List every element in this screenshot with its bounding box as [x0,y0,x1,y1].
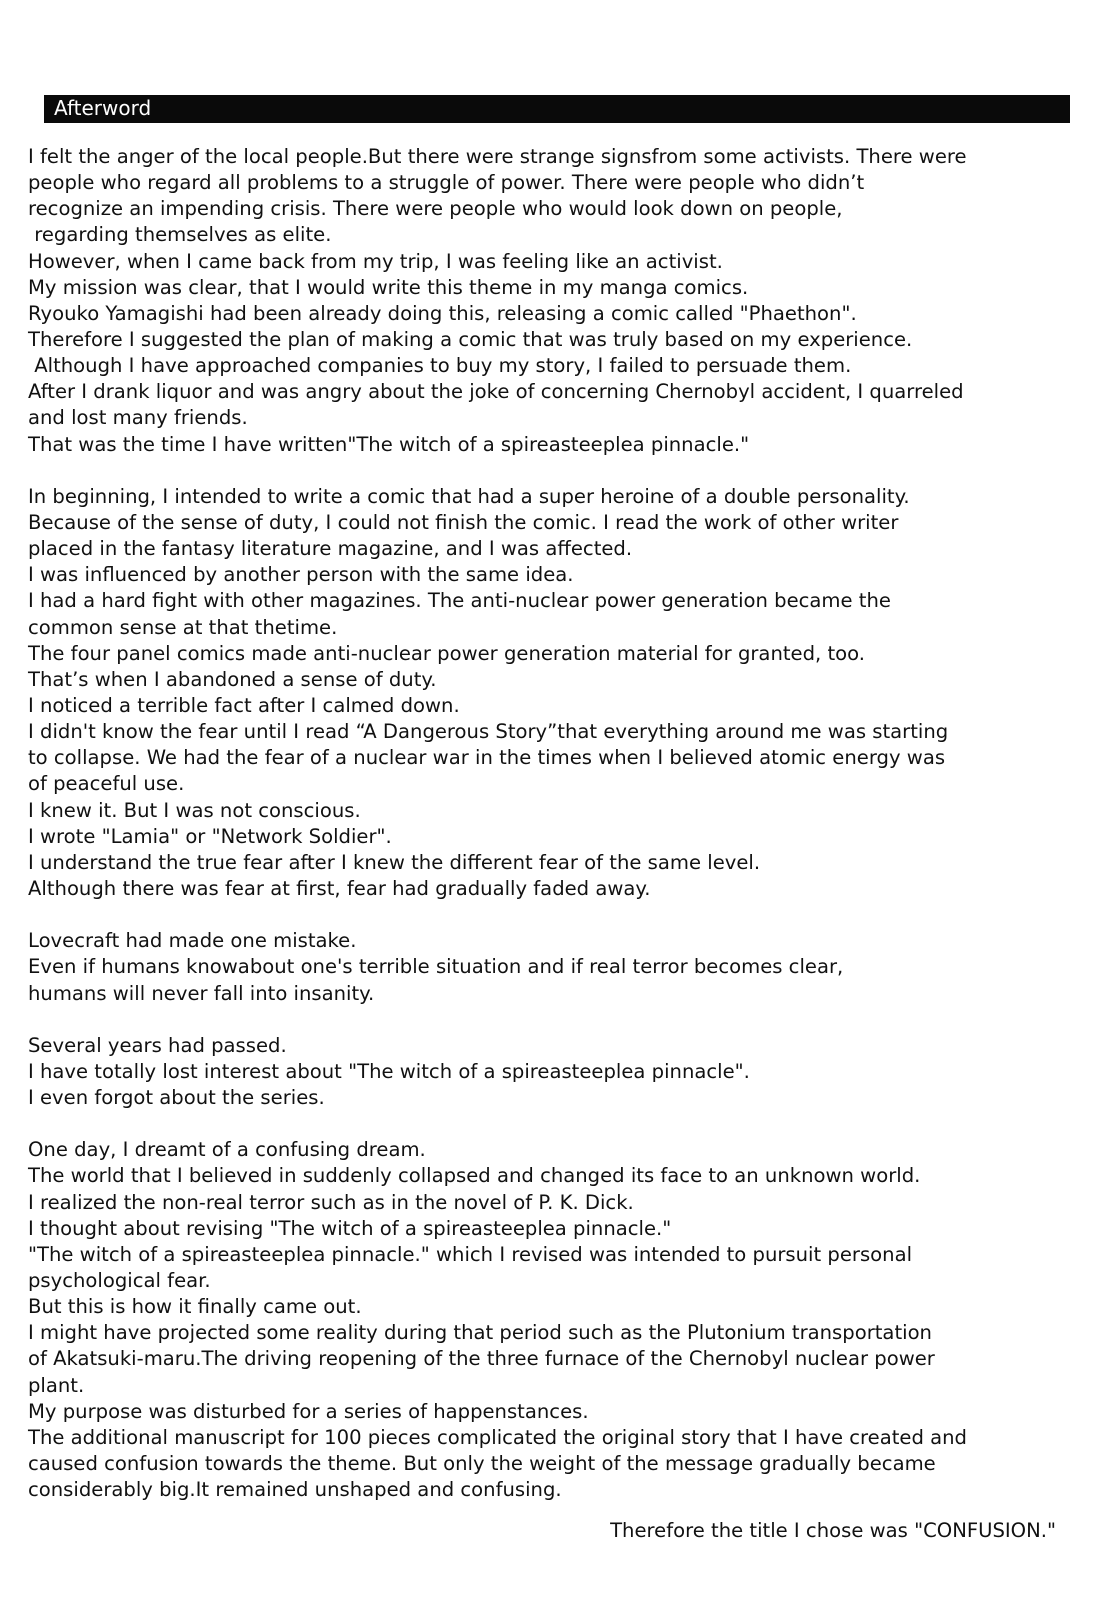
text-line: I had a hard fight with other magazines. The anti-nuclear power generation became the [28,589,891,613]
text-line: The additional manuscript for 100 pieces complicated the original story that I have created and [28,1425,967,1449]
text-line: of Akatsuki-maru.The driving reopening of the three furnace of the Chernobyl nuclear power [28,1347,935,1371]
text-line: One day, I dreamt of a confusing dream. [28,1138,426,1162]
text-line: humans will never fall into insanity. [28,981,375,1005]
text-line: plant. [28,1373,85,1397]
text-line: I might have projected some reality during that period such as the Plutonium transportation [28,1321,932,1345]
closing-line: Therefore the title I chose was "CONFUSION." [610,1519,1056,1542]
blank-line [28,458,1078,484]
text-line: Because of the sense of duty, I could not finish the comic. I read the work of other writer [28,510,899,534]
text-line: Several years had passed. [28,1033,287,1057]
text-line: In beginning, I intended to write a comic that had a super heroine of a double personality. [28,484,910,508]
text-line: Lovecraft had made one mistake. [28,929,357,953]
text-line: I realized the non-real terror such as in the novel of P. K. Dick. [28,1190,634,1214]
text-line: I was influenced by another person with the same idea. [28,563,574,587]
text-line: I felt the anger of the local people.But there were strange signsfrom some activists. There were [28,145,967,168]
text-line: of peaceful use. [28,772,185,796]
text-line: common sense at that thetime. [28,615,338,639]
text-line: I didn't know the fear until I read “A Dangerous Story”that everything around me was starting [28,720,949,744]
text-line: Even if humans knowabout one's terrible situation and if real terror becomes clear, [28,955,844,979]
text-line: Although I have approached companies to buy my story, I failed to persuade them. [28,354,852,378]
blank-line [28,1007,1078,1033]
text-line: to collapse. We had the fear of a nuclear war in the times when I believed atomic energy was [28,746,946,770]
blank-line [28,1111,1078,1137]
text-line: The four panel comics made anti-nuclear power generation material for granted, too. [28,641,866,665]
text-line: recognize an impending crisis. There were people who would look down on people, [28,197,843,221]
text-line: regarding themselves as elite. [28,223,332,247]
text-line: I wrote "Lamia" or "Network Soldier". [28,824,392,848]
text-line: I even forgot about the series. [28,1086,325,1110]
text-line: Although there was fear at first, fear had gradually faded away. [28,876,651,900]
text-line: After I drank liquor and was angry about the joke of concerning Chernobyl accident, I quarreled [28,380,964,404]
text-line: The world that I believed in suddenly collapsed and changed its face to an unknown world. [28,1164,921,1188]
text-line: caused confusion towards the theme. But only the weight of the message gradually became [28,1452,936,1476]
text-line: I thought about revising "The witch of a spireasteeplea pinnacle." [28,1216,672,1240]
text-line: "The witch of a spireasteeplea pinnacle." which I revised was intended to pursuit personal [28,1242,913,1266]
text-line: placed in the fantasy literature magazine, and I was affected. [28,537,633,561]
text-line: However, when I came back from my trip, I was feeling like an activist. [28,249,723,273]
text-line: I noticed a terrible fact after I calmed down. [28,693,460,717]
text-line: psychological fear. [28,1269,211,1293]
text-line: But this is how it finally came out. [28,1295,362,1319]
text-line: That’s when I abandoned a sense of duty. [28,667,437,691]
text-line: I understand the true fear after I knew the different fear of the same level. [28,850,761,874]
text-line: Therefore I suggested the plan of making a comic that was truly based on my experience. [28,327,913,351]
text-line: I knew it. But I was not conscious. [28,798,361,822]
page-title: Afterword [54,96,152,120]
text-line: My mission was clear, that I would write this theme in my manga comics. [28,275,749,299]
text-line: Ryouko Yamagishi had been already doing this, releasing a comic called "Phaethon". [28,301,857,325]
text-line: That was the time I have written"The witch of a spireasteeplea pinnacle." [28,432,750,456]
text-line: considerably big.It remained unshaped and confusing. [28,1478,562,1502]
section-header-bar [44,95,1070,123]
text-line: I have totally lost interest about "The witch of a spireasteeplea pinnacle". [28,1059,750,1083]
text-line: and lost many friends. [28,406,248,430]
text-line: My purpose was disturbed for a series of happenstances. [28,1399,589,1423]
blank-line [28,902,1078,928]
text-line: people who regard all problems to a struggle of power. There were people who didn’t [28,171,865,195]
afterword-body [28,144,1078,1503]
